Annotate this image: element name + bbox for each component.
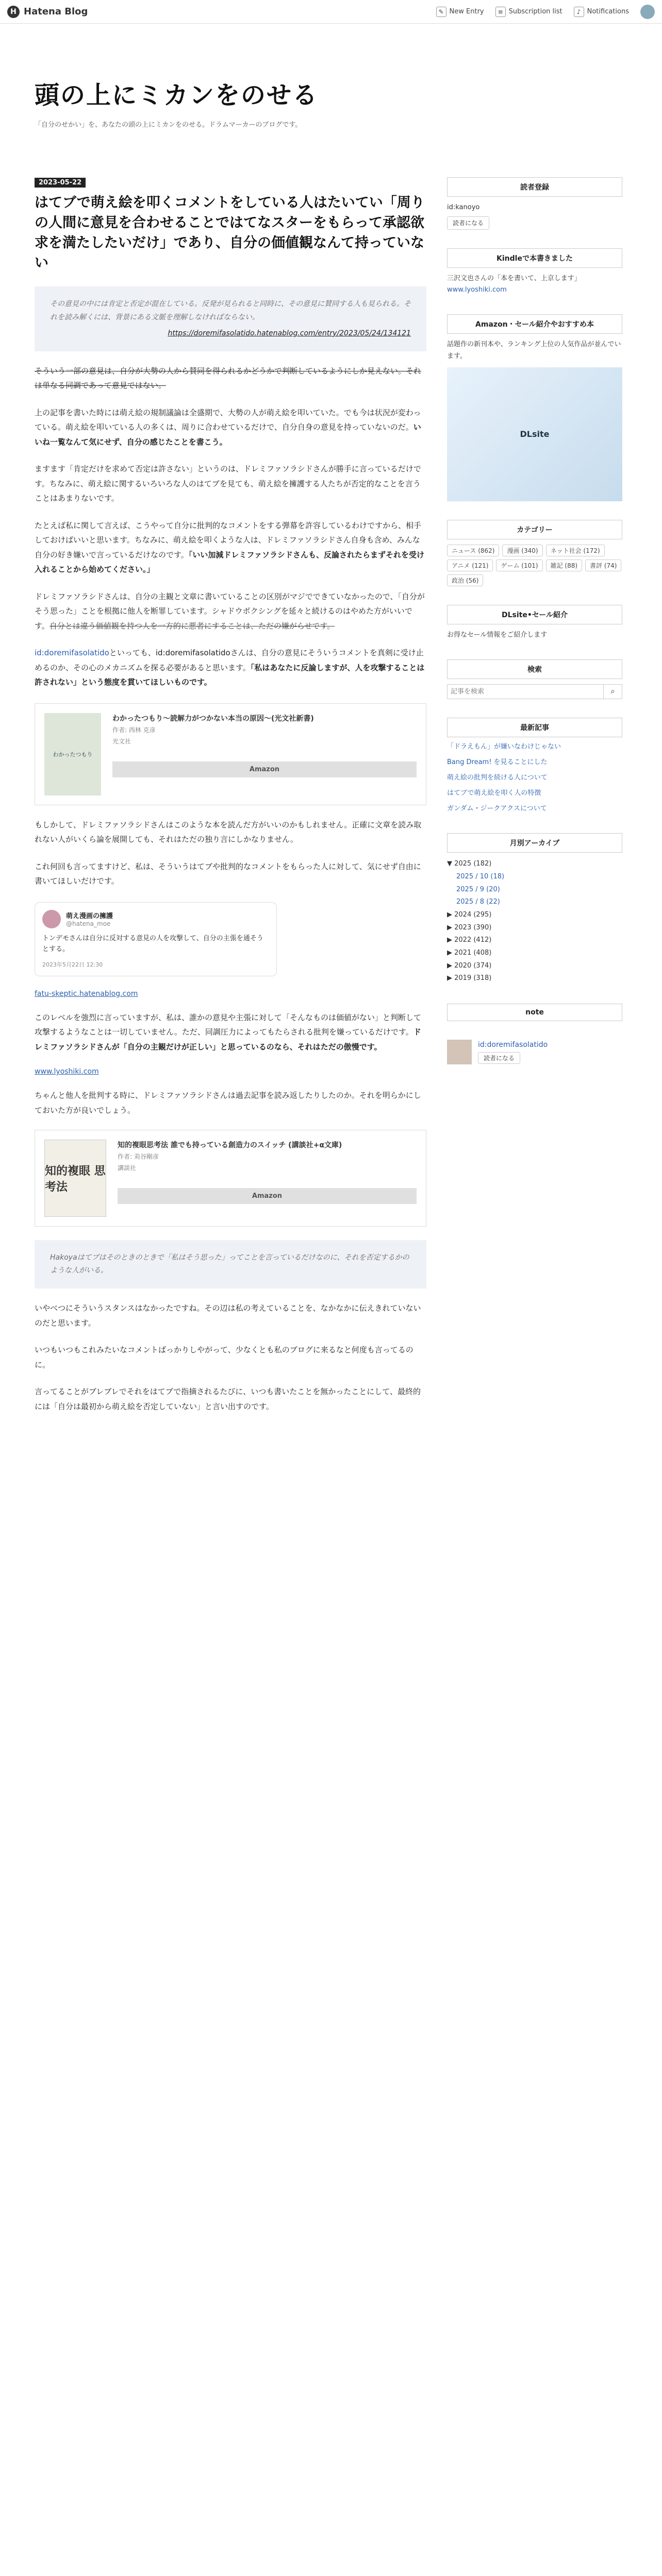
amazon-text: 話題作の新刊本や、ランキング上位の人気作品が並んでいます。 (447, 341, 621, 360)
embedded-tweet[interactable] (35, 902, 277, 976)
category-tag[interactable]: 雑記 (88) (546, 560, 582, 571)
user-avatar[interactable] (640, 5, 655, 19)
tweet-text: トンデモさんは自分に反対する意見の人を攻撃して、自分の主張を通そうとする。 (42, 934, 263, 953)
amazon-widget (447, 314, 622, 501)
paragraph-9 (35, 1010, 426, 1055)
archive-year[interactable]: ▼ 2025 (182) (447, 860, 492, 868)
recent-item[interactable]: ガンダム・ジークアクスについて (447, 805, 547, 813)
book-thumbnail-2[interactable]: 知的複眼 思考法 (44, 1140, 106, 1217)
paragraph-3: ますます「肯定だけを求めて否定は許さない」というのは、ドレミファソラシドさんが勝手に言っているだけです。ちなみに、萌え絵に関するいろいろな人のはてブを見ても、萌え絵を擁護する人たちが否定的なことを言うことはあまりないです。 (35, 464, 421, 503)
kindle-link[interactable]: www.lyoshiki.com (447, 286, 507, 294)
search-input[interactable] (447, 684, 604, 699)
profile-avatar[interactable] (447, 1040, 472, 1064)
recent-item[interactable]: Bang Dream! を見ることにした (447, 758, 548, 766)
notifications-label: Notifications (587, 8, 629, 15)
recent-item[interactable]: はてブで萌え絵を叩く人の特徴 (447, 789, 541, 798)
reader-button[interactable]: 読者になる (447, 216, 489, 230)
category-tag[interactable]: アニメ (121) (447, 560, 493, 571)
tweet-handle[interactable]: @hatena_moe (66, 920, 111, 928)
p4-bold: 「いい加減ドレミファソラシドさんも、反論されたらまずそれを受け入れることから始めてください。」 (35, 550, 425, 574)
p6-text: といっても、id:doremifasolatidoさんは、自分の意見にそういうコメントを真剣に受け止めるのか、その心のメカニズムを探る必要があると思います。 (35, 648, 424, 672)
categories-widget-title: カテゴリー (447, 520, 622, 539)
external-link-2[interactable]: www.lyoshiki.com (35, 1067, 99, 1076)
amazon-widget-title: Amazon・セール紹介やおすすめ本 (447, 314, 622, 334)
search-icon[interactable]: ⌕ (604, 684, 622, 699)
quote-source-link[interactable]: https://doremifasolatido.hatenablog.com/entry/2023/05/24/134121 (168, 329, 411, 337)
recent-widget (447, 718, 622, 815)
profile-name[interactable]: id:doremifasolatido (478, 1040, 548, 1049)
quote2-text: Hakoyaはてブはそのときのときで「私はそう思った」ってことを言っているだけなのに、それを否定するかのような人がいる。 (50, 1253, 409, 1275)
book-author-2: 作者: 苅谷剛彦 (118, 1153, 159, 1161)
paragraph-10: ちゃんと他人を批判する時に、ドレミファソラシドさんは過去記事を読み返したりしたのか。それを明らかにしておいた方が良いでしょう。 (35, 1091, 421, 1115)
list-icon: ≡ (495, 7, 506, 17)
reader-widget (447, 177, 622, 230)
p5-text: ドレミファソラシドさんは、自分の主観と文章に書いていることの区別がマジでできていなかったので、「自分がそう思った」ことを根拠に他人を断罪しています。シャドウボクシングを延々と続けるのはやめた方がいいです。 (35, 591, 425, 631)
entry-date[interactable]: 2023-05-22 (35, 178, 86, 188)
archive-year[interactable]: ▶ 2024 (295) (447, 910, 492, 919)
category-tag[interactable]: 漫画 (340) (502, 545, 542, 556)
paragraph-2 (35, 405, 426, 450)
search-widget-title: 検索 (447, 659, 622, 679)
dlsite-widget (447, 605, 622, 641)
blockquote-2 (35, 1240, 426, 1289)
hatena-logo[interactable] (7, 6, 88, 18)
recent-item[interactable]: 萌え絵の批判を続ける人について (447, 773, 548, 782)
archive-widget (447, 833, 622, 985)
quote-text: その意見の中には肯定と否定が混在している。反発が見られると同時に、その意見に賛同する人も見られる。それを読み解くには、背景にある文脈を理解しなければならない。 (50, 300, 411, 321)
archive-year[interactable]: ▶ 2020 (374) (447, 961, 492, 970)
book-publisher-2: 講談社 (118, 1164, 137, 1172)
archive-year[interactable]: ▶ 2023 (390) (447, 923, 492, 931)
category-tag[interactable]: ゲーム (101) (496, 560, 542, 571)
blockquote (35, 286, 426, 351)
archive-year[interactable]: ▶ 2021 (408) (447, 949, 492, 957)
recent-item[interactable]: 「ドラえもん」が嫌いなわけじゃない (447, 742, 561, 751)
note-widget (447, 1004, 622, 1021)
archive-widget-title: 月別アーカイブ (447, 833, 622, 853)
amazon-button[interactable]: Amazon (112, 761, 417, 777)
paragraph-12: いつもいつもこれみたいなコメントばっかりしやがって、少なくとも私のブログに来るなと何度も言ってるのに。 (35, 1345, 413, 1369)
profile-widget (447, 1040, 622, 1064)
new-entry-label: New Entry (449, 8, 484, 15)
category-tag[interactable]: ネット社会 (172) (546, 545, 605, 556)
paragraph-13: 言ってることがブレブレでそれをはてブで指摘されるたびに、いつも書いたことを無かったことにして、最終的には「自分は最初から萌え絵を否定していない」と言い出すのです。 (35, 1387, 421, 1411)
user-id-link[interactable]: id:doremifasolatido (35, 648, 109, 658)
main-article (35, 177, 426, 1414)
notifications-button[interactable] (574, 7, 629, 17)
book-title-2[interactable]: 知的複眼思考法 誰でも持っている創造力のスイッチ (講談社+α文庫) (118, 1141, 342, 1150)
new-entry-button[interactable] (436, 7, 484, 17)
p5-strike: 自分とは違う価値観を持つ人を一方的に悪者にすることは、ただの嫌がらせです。 (49, 621, 335, 631)
search-widget (447, 659, 622, 699)
top-actions (436, 5, 655, 19)
paragraph-8: これ何回も言ってますけど、私は、そういうはてブや批判的なコメントをもらった人に対して、気にせず自由に書いてほしいだけです。 (35, 861, 421, 886)
archive-year[interactable]: ▶ 2022 (412) (447, 936, 492, 944)
profile-follow-button[interactable]: 読者になる (478, 1052, 520, 1064)
note-widget-title: note (447, 1004, 622, 1021)
pencil-icon: ✎ (436, 7, 446, 17)
subscription-button[interactable] (495, 7, 562, 17)
p9-bold: ドレミファソラシドさんが「自分の主観だけが正しい」と思っているのなら、それはただの傲慢です。 (35, 1027, 421, 1052)
subscription-label: Subscription list (508, 8, 562, 15)
paragraph-5 (35, 589, 426, 634)
logo-text: Hatena Blog (24, 6, 88, 17)
p4-text: たとえば私に関して言えば、こうやって自分に批判的なコメントをする弾幕を許容しているわけですから、相手しておけばいいと思います。ちなみに、萌え絵を叩くような人は、ドレミファソラシドさん自身も含め、みんな自分の好き嫌いで言っているだけなのです。 (35, 520, 422, 560)
book-publisher: 光文社 (112, 737, 131, 745)
book-title[interactable]: わかったつもり～読解力がつかない本当の原因～(光文社新書) (112, 714, 314, 723)
amazon-card-1[interactable] (35, 703, 426, 805)
p2-bold: いいね一覧なんて気にせず、自分の感じたことを書こう。 (35, 422, 421, 447)
dlsite-text: お得なセール情報をご紹介します (447, 631, 548, 639)
blog-description: 「自分のせかい」を、あなたの頭の上にミカンをのせる。ドラムマーカーのブログです。 (35, 121, 302, 129)
tweet-time[interactable]: 2023年5月22日 12:30 (42, 961, 103, 968)
paragraph-11: いやべつにそういうスタンスはなかったですね。その辺は私の考えていることを、なかなかに伝えきれていないのだと思います。 (35, 1303, 421, 1328)
paragraph-7: もしかして、ドレミファソラシドさんはこのような本を読んだ方がいいのかもしれません。正確に文章を読み取れない人がいくら論を展開しても、それはただの独り言にしかなりません。 (35, 820, 422, 844)
amazon-card-2[interactable] (35, 1130, 426, 1227)
p6-bold: 「私はあなたに反論しますが、人を攻撃することは許されない」という態度を貫いてほしいものです。 (35, 663, 425, 687)
archive-month[interactable]: 2025 / 10 (18) (456, 872, 505, 880)
archive-month[interactable]: 2025 / 9 (20) (456, 885, 500, 893)
category-tag[interactable]: 書評 (74) (585, 560, 621, 571)
paragraph-6 (35, 646, 426, 690)
top-bar (0, 0, 662, 24)
book-thumbnail[interactable]: わかったつもり (44, 713, 101, 795)
paragraph-4 (35, 518, 426, 577)
kindle-book[interactable]: 三沢文也さんの「本を書いて、上京します」 (447, 275, 581, 283)
sidebar (447, 177, 622, 1414)
ad-banner[interactable]: DLsite (447, 367, 622, 501)
book-author: 作者: 西林 克彦 (112, 726, 156, 734)
amazon-button-2[interactable]: Amazon (118, 1188, 417, 1204)
bell-icon: ♪ (574, 7, 584, 17)
tweet-name[interactable]: 萌え漫画の擁護 (66, 912, 113, 921)
recent-widget-title: 最新記事 (447, 718, 622, 737)
archive-month[interactable]: 2025 / 8 (22) (456, 898, 500, 906)
kindle-widget-title: Kindleで本書きました (447, 248, 622, 268)
category-tag[interactable]: ニュース (862) (447, 545, 499, 556)
reader-widget-title: 読者登録 (447, 177, 622, 197)
blog-title[interactable]: 頭の上にミカンをのせる (35, 81, 319, 110)
kindle-widget (447, 248, 622, 296)
archive-year[interactable]: ▶ 2019 (318) (447, 974, 492, 982)
external-link-1[interactable]: fatu-skeptic.hatenablog.com (35, 989, 138, 998)
reader-text: id:kanoyo (447, 203, 480, 211)
p9-text: このレベルを強烈に言っていますが、私は、誰かの意見や主張に対して「そんなものは価値がない」と判断して攻撃するようなことは一切していません。ただ、同調圧力によってもたらされる批判を嫌っているだけです。 (35, 1012, 422, 1037)
paragraph-strike-1: そういう一部の意見は、自分が大勢の人から賛同を得られるかどうかで判断しているようにしか見えない。それは単なる同調であって意見ではない。 (35, 366, 422, 391)
tweet-avatar[interactable] (42, 910, 61, 928)
hatena-logo-icon: H (7, 6, 20, 18)
dlsite-widget-title: DLsite•セール紹介 (447, 605, 622, 624)
category-tags (447, 545, 622, 586)
category-tag[interactable]: 政治 (56) (447, 574, 483, 586)
p2-text: 上の記事を書いた時には萌え絵の規制議論は全盛期で、大勢の人が萌え絵を叩いていた。でも今は状況が変わっている。萌え絵を叩いている人の多くは、周りに合わせているだけで、自分自身の意見を持っていないのだ。 (35, 408, 421, 432)
categories-widget (447, 520, 622, 586)
entry-title[interactable]: はてブで萌え絵を叩くコメントをしている人はたいてい「周りの人間に意見を合わせることではてなスターをもらって承認欲求を満たしたいだけ」であり、自分の価値観なんて持っていない (35, 194, 425, 272)
